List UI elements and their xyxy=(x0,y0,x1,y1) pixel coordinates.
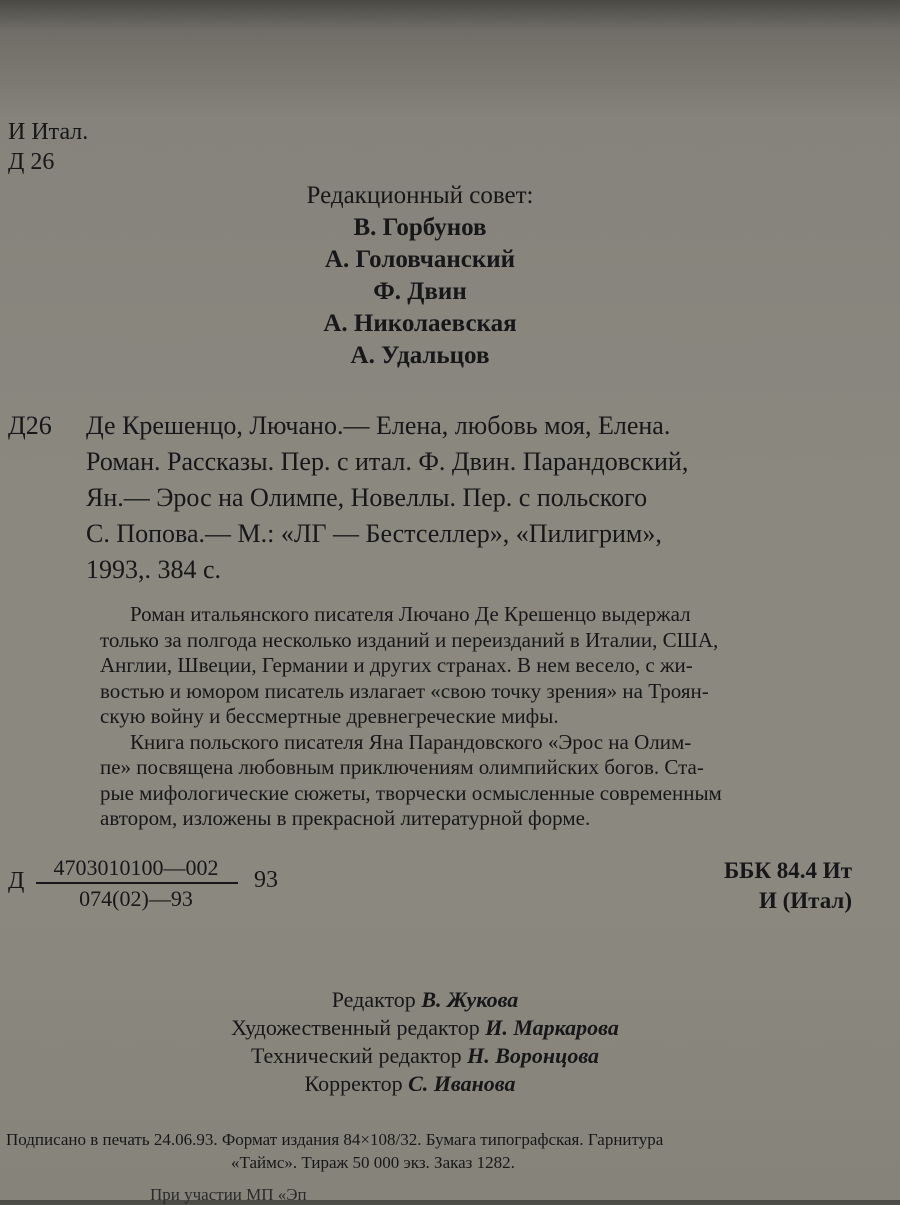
board-member: В. Горбунов xyxy=(353,214,487,241)
credit-name: Н. Воронцова xyxy=(467,1043,600,1068)
credit-name: В. Жукова xyxy=(421,987,519,1012)
credit-technical-editor xyxy=(0,1042,900,1070)
board-member: А. Удальцов xyxy=(350,342,490,369)
credit-name: И. Маркарова xyxy=(485,1015,619,1040)
annotation-line: востью и юмором писатель излагает «свою точку зрения» на Троян- xyxy=(100,678,709,703)
credit-role: Технический редактор xyxy=(250,1043,462,1068)
annotation-line: только за полгода несколько изданий и переизданий в Италии, США, xyxy=(100,627,719,652)
annotation-line: рые мифологические сюжеты, творчески осмысленные современным xyxy=(100,780,722,805)
credit-role: Корректор xyxy=(304,1071,403,1096)
classmark-line-2: Д 26 xyxy=(8,149,55,175)
board-member: А. Николаевская xyxy=(323,310,517,337)
fraction-bar xyxy=(36,882,238,884)
annotation-line: автором, изложены в прекрасной литературной форме. xyxy=(100,806,591,830)
annotation-line: скую войну и бессмертные древнегреческие мифы. xyxy=(100,704,559,728)
index-code-letter: Д xyxy=(8,868,25,894)
credits xyxy=(0,986,900,1098)
annotation-line: Книга польского писателя Яна Парандовского «Эрос на Олим- xyxy=(130,729,692,754)
annotation xyxy=(100,602,722,832)
cut-off-text: При участии МП «Эп xyxy=(150,1185,307,1204)
classmark-line-1: И Итал. xyxy=(8,119,89,145)
credit-art-editor xyxy=(0,1014,900,1042)
imprint xyxy=(6,1128,663,1174)
annotation-line: Роман итальянского писателя Лючано Де Крешенцо выдержал xyxy=(130,602,691,626)
index-code-denominator: 074(02)—93 xyxy=(79,886,193,911)
editorial-board-heading: Редакционный совет: xyxy=(306,182,534,209)
catalog-entry xyxy=(8,408,688,588)
annotation-line: пе» посвящена любовным приключениям олимпийских богов. Ста- xyxy=(100,755,704,779)
board-member: Ф. Двин xyxy=(373,278,467,305)
catalog-code: Д26 xyxy=(8,411,52,440)
catalog-line: Де Крешенцо, Лючано.— Елена, любовь моя, Елена. xyxy=(86,411,671,440)
credit-editor xyxy=(0,986,900,1014)
annotation-line: Англии, Швеции, Германии и других странах. В нем весело, с жи- xyxy=(100,653,693,677)
catalog-line: Ян.— Эрос на Олимпе, Новеллы. Пер. с польского xyxy=(86,483,648,512)
imprint-line-1: Подписано в печать 24.06.93. Формат издания 84×108/32. Бумага типографская. Гарнитура xyxy=(6,1130,664,1149)
credit-name: С. Иванова xyxy=(408,1071,516,1096)
imprint-line-2: «Таймс». Тираж 50 000 экз. Заказ 1282. xyxy=(231,1153,515,1172)
index-code-year: 93 xyxy=(254,867,278,893)
catalog-line: Роман. Рассказы. Пер. с итал. Ф. Двин. Парандовский, xyxy=(86,447,689,476)
credit-proofreader xyxy=(0,1070,900,1098)
editorial-board xyxy=(0,180,840,372)
catalog-line: С. Попова.— М.: «ЛГ — Бестселлер», «Пилигрим», xyxy=(86,519,662,548)
bbk-code: ББК 84.4 Ит xyxy=(723,858,852,883)
board-member: А. Головчанский xyxy=(324,246,516,273)
bbk-class: И (Итал) xyxy=(758,888,852,913)
catalog-line: 1993,. 384 с. xyxy=(86,555,222,584)
credit-role: Редактор xyxy=(331,987,416,1012)
credit-role: Художественный редактор xyxy=(231,1015,480,1040)
index-code-numerator: 4703010100—002 xyxy=(53,855,219,880)
